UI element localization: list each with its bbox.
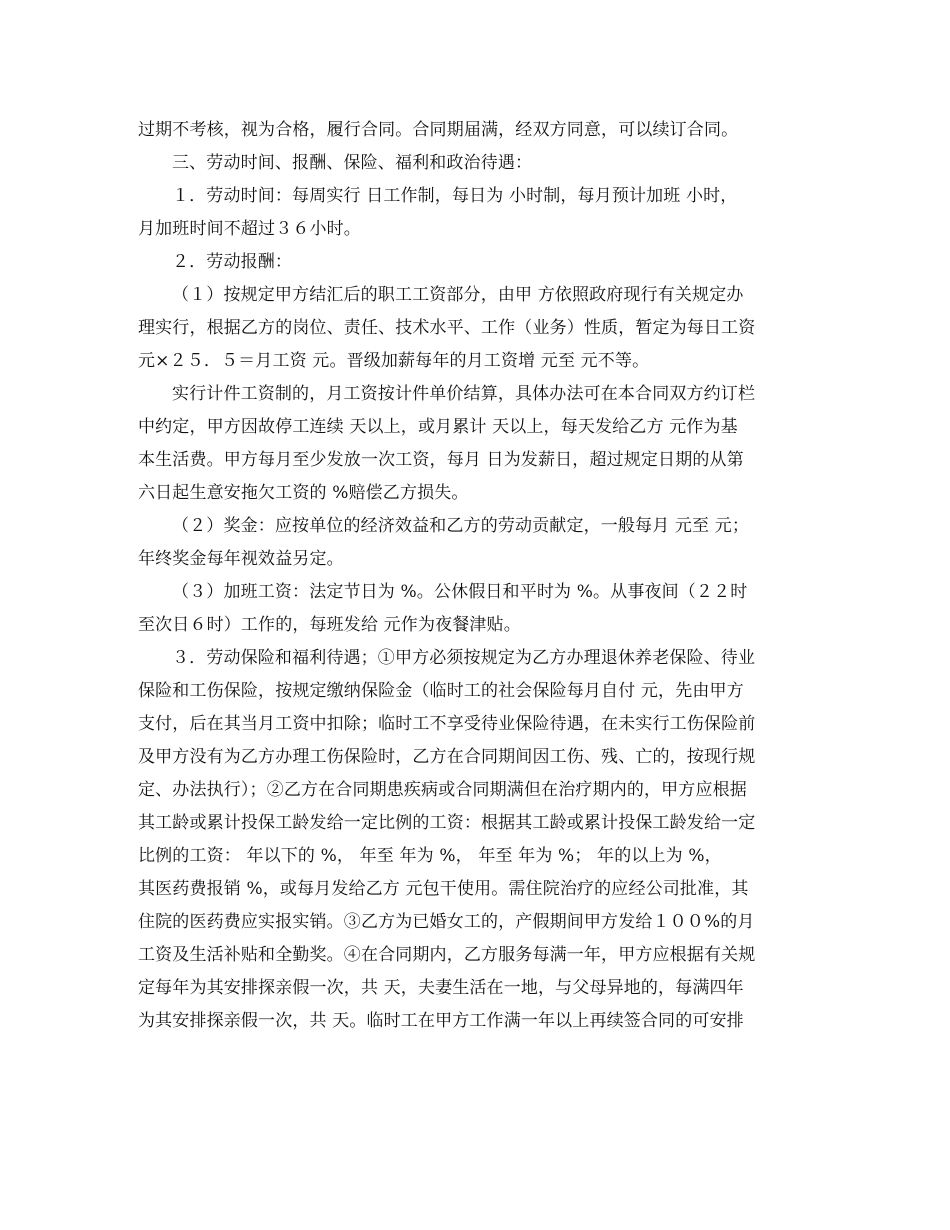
text-line: 为其安排探亲假一次，共 天。临时工在甲方工作满一年以上再续签合同的可安排	[138, 1011, 744, 1031]
text-line: １．劳动时间：每周实行 日工作制，每日为 小时制，每月预计加班 小时，	[172, 186, 738, 206]
text-line: 实行计件工资制的，月工资按计件单价结算，具体办法可在本合同双方约订栏	[172, 384, 756, 404]
text-line: 工资及生活补贴和全勤奖。④在合同期内，乙方服务每满一年，甲方应根据有关规	[138, 945, 756, 965]
text-line: 理实行，根据乙方的岗位、责任、技术水平、工作（业务）性质，暂定为每日工资	[138, 318, 756, 338]
text-line: ３．劳动保险和福利待遇；①甲方必须按规定为乙方办理退休养老保险、待业	[172, 648, 756, 668]
text-line: 比例的工资： 年以下的 %， 年至 年为 %， 年至 年为 %； 年的以上为 %，	[138, 846, 722, 866]
text-line: 其工龄或累计投保工龄发给一定比例的工资：根据其工龄或累计投保工龄发给一定	[138, 813, 756, 833]
text-line: 六日起生意安拖欠工资的 %赔偿乙方损失。	[138, 483, 469, 503]
text-line: （１）按规定甲方结汇后的职工工资部分，由甲 方依照政府现行有关规定办	[172, 285, 744, 305]
text-line: 及甲方没有为乙方办理工伤保险时，乙方在合同期间因工伤、残、亡的，按现行规	[138, 747, 756, 767]
text-line: 其医药费报销 %，或每月发给乙方 元包干使用。需住院治疗的应经公司批准，其	[138, 879, 749, 899]
text-line: 中约定，甲方因故停工连续 天以上，或月累计 天以上，每天发给乙方 元作为基	[138, 417, 738, 437]
text-line: 支付，后在其当月工资中扣除；临时工不享受待业保险待遇，在未实行工伤保险前	[138, 714, 756, 734]
text-line: 定、办法执行）；②乙方在合同期患疾病或合同期满但在治疗期内的，甲方应根据	[138, 780, 747, 800]
text-line: 过期不考核，视为合格，履行合同。合同期届满，经双方同意，可以续订合同。	[138, 120, 739, 140]
text-line: 月加班时间不超过３６小时。	[138, 219, 361, 239]
document-body	[138, 114, 828, 1038]
text-line: 定每年为其安排探亲假一次，共 天，夫妻生活在一地，与父母异地的，每满四年	[138, 978, 744, 998]
text-line: ２．劳动报酬：	[172, 252, 293, 272]
text-line: 本生活费。甲方每月至少发放一次工资，每月 日为发薪日，超过规定日期的从第	[138, 450, 744, 470]
text-line: 保险和工伤保险，按规定缴纳保险金（临时工的社会保险每月自付 元，先由甲方	[138, 681, 744, 701]
text-line: 三、劳动时间、报酬、保险、福利和政治待遇：	[172, 153, 533, 173]
text-line: 年终奖金每年视效益另定。	[138, 549, 344, 569]
text-line: 至次日６时）工作的，每班发给 元作为夜餐津贴。	[138, 615, 521, 635]
text-line: 元×２５．５＝月工资 元。晋级加薪每年的月工资增 元至 元不等。	[138, 351, 650, 371]
text-line: 住院的医药费应实报实销。③乙方为已婚女工的，产假期间甲方发给１００%的月	[138, 912, 755, 932]
text-line: （２）奖金：应按单位的经济效益和乙方的劳动贡献定，一般每月 元至 元；	[172, 516, 750, 536]
text-line: （３）加班工资：法定节日为 %。公休假日和平时为 %。从事夜间（２２时	[172, 582, 748, 602]
